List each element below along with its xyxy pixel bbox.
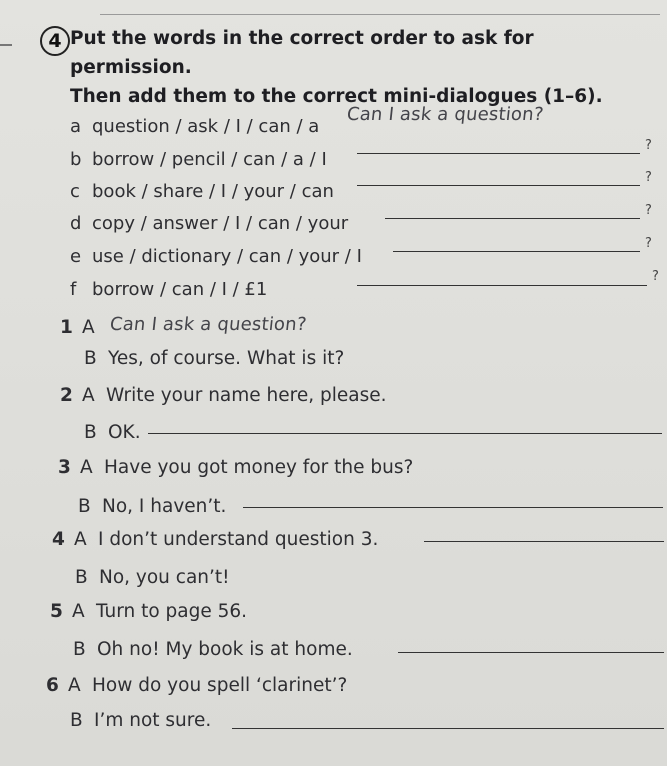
- dialogue-line: Have you got money for the bus?: [104, 457, 414, 478]
- dialogue-5-answer-blank[interactable]: [398, 652, 664, 653]
- dialogue-5-a: [50, 600, 247, 624]
- top-rule: [100, 14, 660, 15]
- dialogue-line: No, I haven’t.: [102, 496, 227, 517]
- item-f: [70, 278, 267, 302]
- item-letter: c: [70, 181, 80, 202]
- dialogue-line: No, you can’t!: [99, 567, 230, 588]
- item-a-handwritten-answer: Can I ask a question?: [345, 104, 545, 125]
- item-f-question-mark: ?: [652, 269, 659, 284]
- item-d: [70, 212, 348, 236]
- speaker-label: B: [84, 422, 97, 443]
- dialogue-3-answer-blank[interactable]: [243, 507, 663, 508]
- dialogue-line: OK.: [108, 422, 141, 443]
- item-f-answer-blank[interactable]: [357, 285, 647, 286]
- exercise-number-badge: 4: [40, 26, 70, 56]
- item-words: question / ask / I / can / a: [92, 116, 320, 137]
- dialogue-1-a: [60, 316, 106, 340]
- item-b: [70, 148, 327, 172]
- dialogue-line: I’m not sure.: [94, 710, 212, 731]
- item-c: [70, 180, 334, 204]
- dialogue-line: How do you spell ‘clarinet’?: [92, 675, 348, 696]
- item-b-answer-blank[interactable]: [357, 153, 640, 154]
- dialogue-line: Write your name here, please.: [106, 385, 387, 406]
- item-letter: a: [70, 116, 82, 137]
- speaker-label: A: [80, 457, 93, 478]
- dialogue-2-b: [84, 421, 141, 445]
- item-c-question-mark: ?: [645, 170, 652, 185]
- speaker-label: A: [68, 675, 81, 696]
- speaker-label: B: [70, 710, 83, 731]
- item-letter: e: [70, 246, 82, 267]
- dialogue-2-a: [60, 384, 387, 408]
- dialogue-number: 1: [60, 317, 73, 338]
- dialogue-6-answer-blank[interactable]: [232, 728, 664, 729]
- item-c-answer-blank[interactable]: [357, 185, 640, 186]
- item-a: [70, 115, 319, 139]
- speaker-label: A: [72, 601, 85, 622]
- item-d-question-mark: ?: [645, 203, 652, 218]
- item-e-answer-blank[interactable]: [393, 251, 640, 252]
- dialogue-1-b: [84, 347, 344, 371]
- speaker-label: B: [84, 348, 97, 369]
- dialogue-line: Turn to page 56.: [96, 601, 248, 622]
- speaker-label: B: [78, 496, 91, 517]
- exercise-instruction: [70, 24, 660, 111]
- item-words: book / share / I / your / can: [92, 181, 334, 202]
- dialogue-6-b: [70, 709, 211, 733]
- item-words: use / dictionary / can / your / I: [92, 246, 362, 267]
- item-e: [70, 245, 362, 269]
- item-words: borrow / can / I / £1: [92, 279, 268, 300]
- speaker-label: A: [82, 385, 95, 406]
- item-letter: b: [70, 149, 82, 170]
- instruction-line-1: Put the words in the correct order to ask for permission.: [70, 28, 534, 78]
- item-letter: d: [70, 213, 82, 234]
- dialogue-2-answer-blank[interactable]: [148, 433, 662, 434]
- dialogue-number: 5: [50, 601, 63, 622]
- item-b-question-mark: ?: [645, 138, 652, 153]
- dialogue-4-a: [52, 528, 378, 552]
- speaker-label: A: [74, 529, 87, 550]
- dialogue-6-a: [46, 674, 347, 698]
- item-letter: f: [70, 279, 77, 300]
- dialogue-number: 6: [46, 675, 59, 696]
- item-e-question-mark: ?: [645, 236, 652, 251]
- dialogue-line: Oh no! My book is at home.: [97, 639, 353, 660]
- instruction-line-2: Then add them to the correct mini-dialogues (1–6).: [70, 86, 603, 107]
- dialogue-number: 3: [58, 457, 71, 478]
- speaker-label: B: [75, 567, 88, 588]
- dialogue-4-b: [75, 566, 230, 590]
- dialogue-number: 2: [60, 385, 73, 406]
- speaker-label: A: [82, 317, 95, 338]
- speaker-label: B: [73, 639, 86, 660]
- dialogue-number: 4: [52, 529, 65, 550]
- margin-mark: [0, 44, 12, 46]
- item-words: borrow / pencil / can / a / I: [92, 149, 327, 170]
- dialogue-line: I don’t understand question 3.: [98, 529, 379, 550]
- dialogue-4-answer-blank[interactable]: [424, 541, 664, 542]
- dialogue-line: Yes, of course. What is it?: [108, 348, 345, 369]
- item-words: copy / answer / I / can / your: [92, 213, 349, 234]
- dialogue-5-b: [73, 638, 353, 662]
- item-d-answer-blank[interactable]: [385, 218, 640, 219]
- dialogue-1-a-handwritten-line: Can I ask a question?: [108, 314, 308, 335]
- dialogue-3-b: [78, 495, 226, 519]
- dialogue-3-a: [58, 456, 413, 480]
